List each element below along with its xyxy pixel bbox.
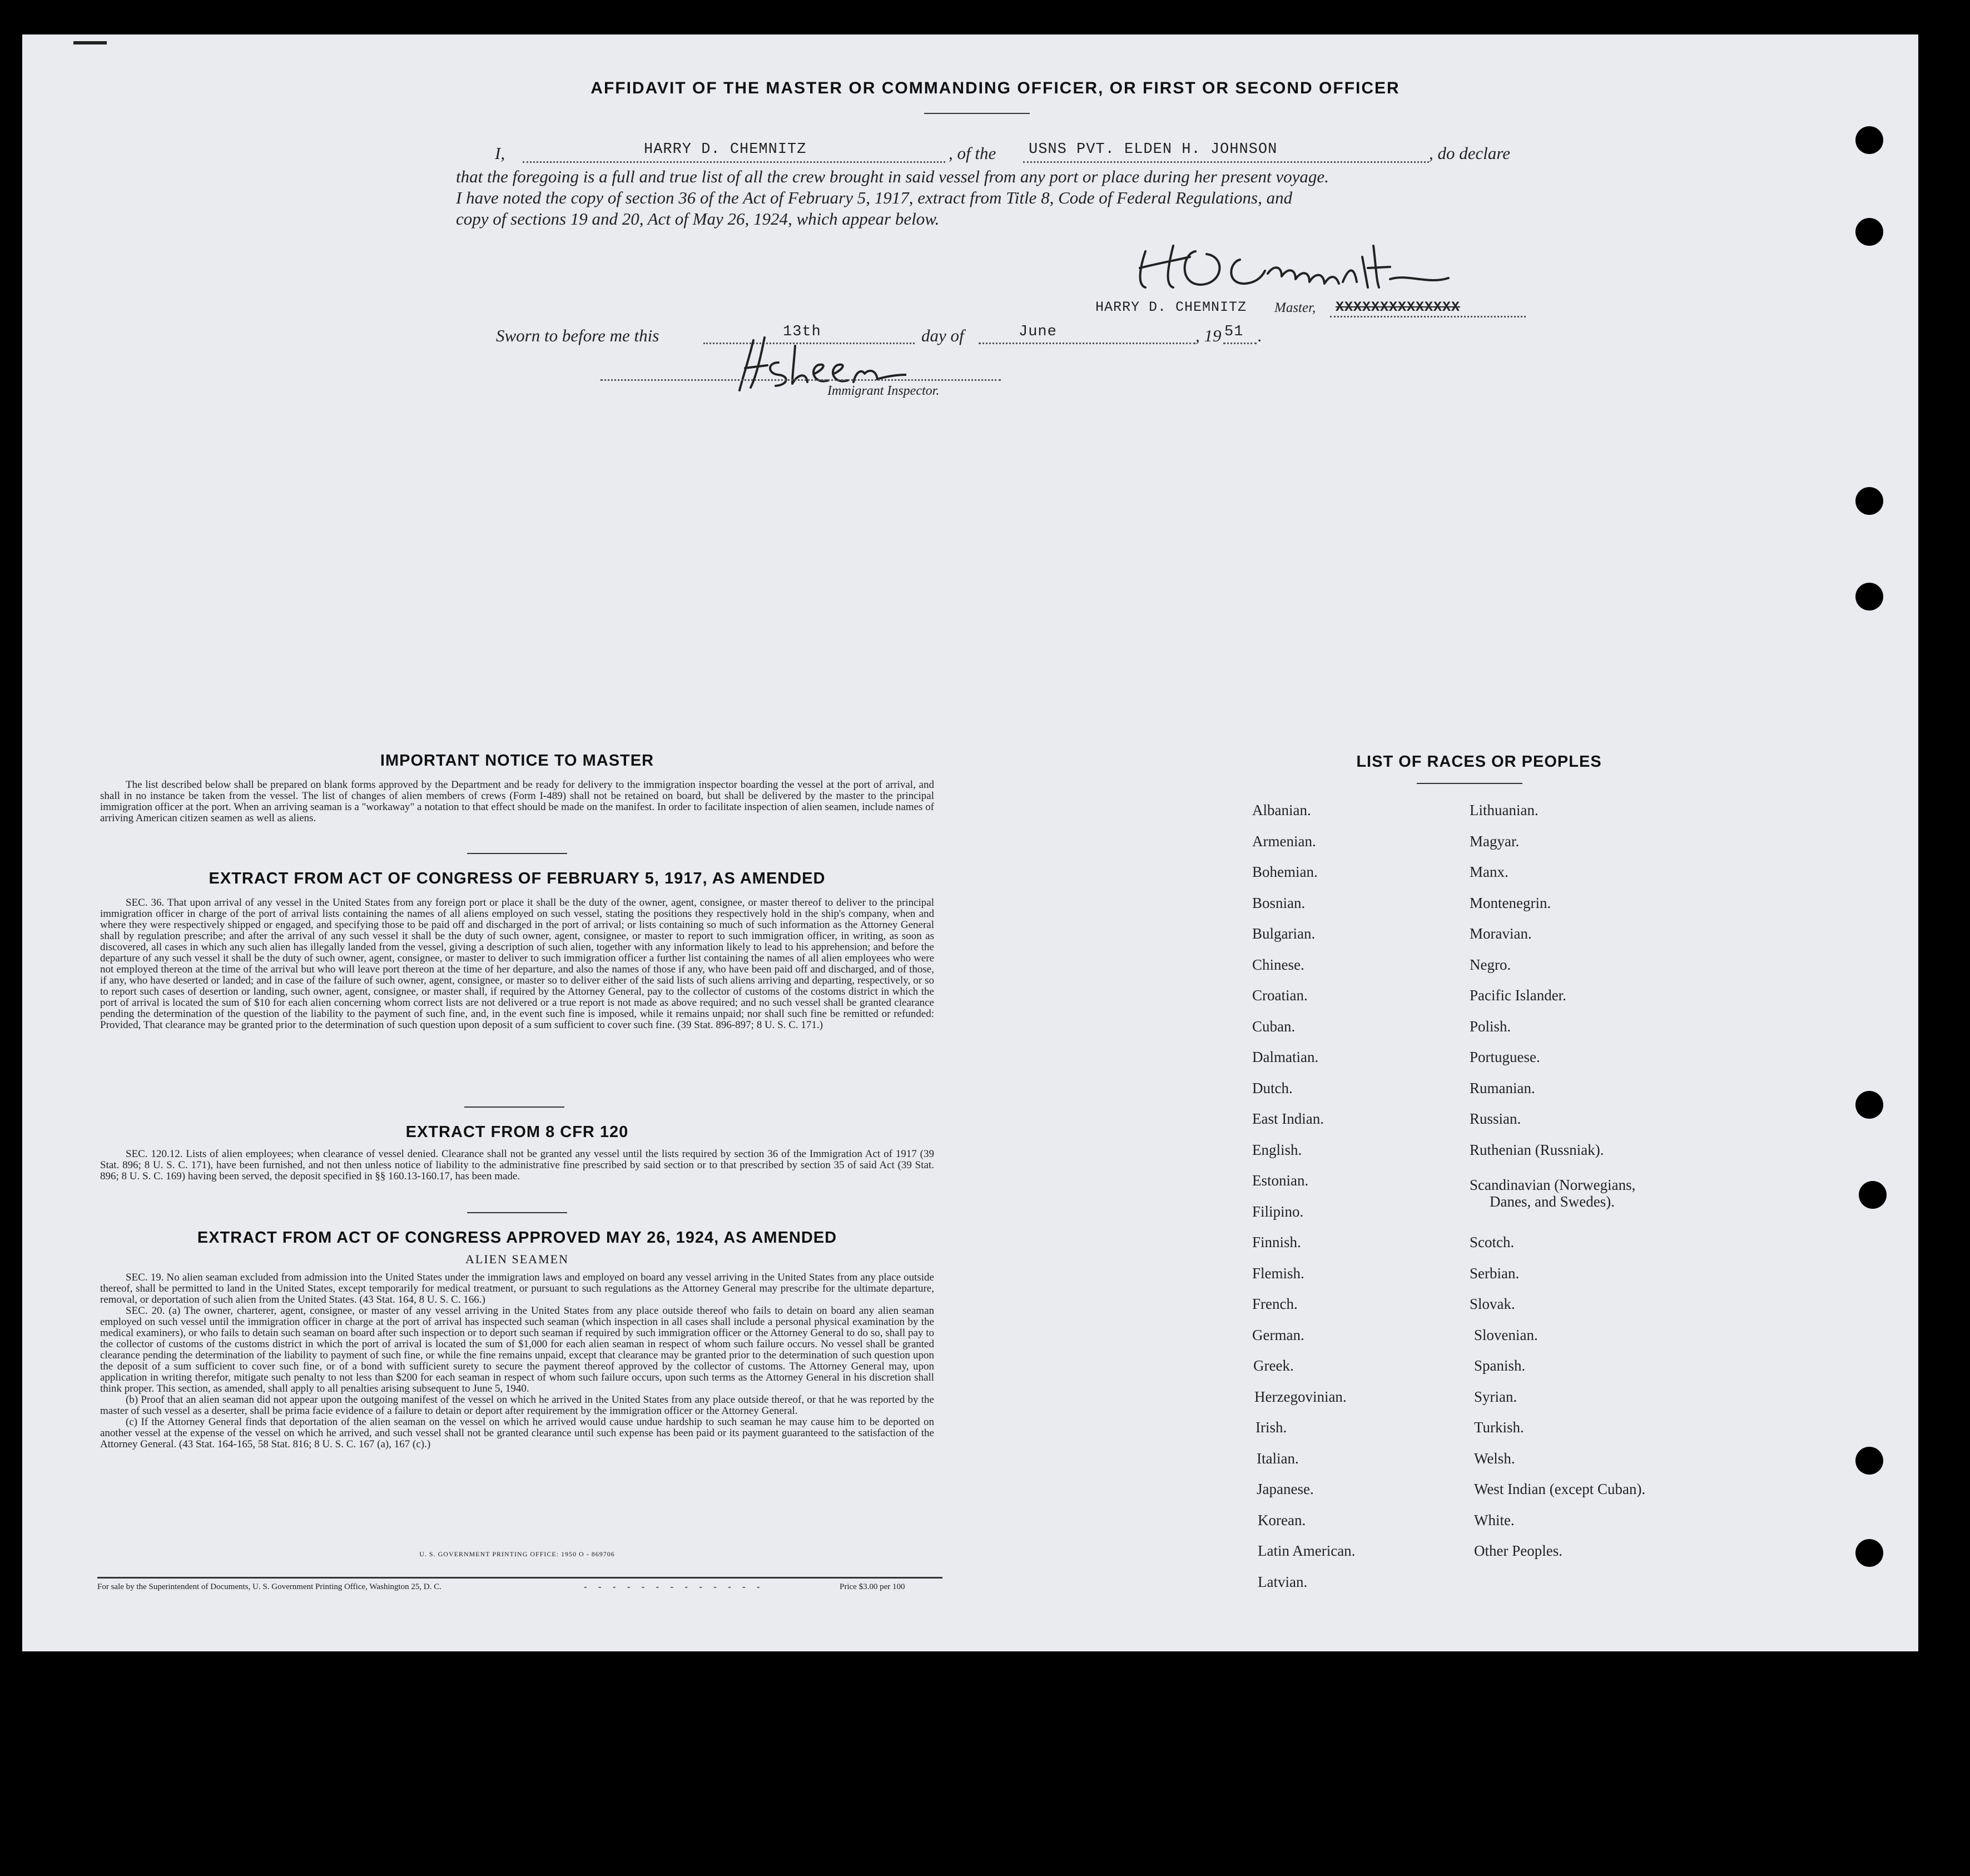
- race-item: Herzegovinian.: [1254, 1388, 1347, 1405]
- divider: [464, 1106, 564, 1108]
- inspector-line: [601, 363, 1001, 381]
- notice-body: [100, 780, 934, 824]
- extract-1924-paragraph: (b) Proof that an alien seaman did not appear upon the outgoing manifest of the vessel on which he arrived in the United States from any place outside thereof, or that he was reported by the master of such vessel as a deserter, shall be prima facie evidence of a failure to detain or deport after requirement by the immigration officer or the Attorney General.: [100, 1394, 934, 1417]
- declaration-line-3: I have noted the copy of section 36 of the Act of February 5, 1917, extract from Title 8, Code of Federal Regulations, and: [456, 188, 1293, 207]
- extract-1917-title: EXTRACT FROM ACT OF CONGRESS OF FEBRUARY 5, 1917, AS AMENDED: [209, 870, 826, 887]
- punch-hole: [1855, 583, 1883, 611]
- race-item: White.: [1474, 1512, 1515, 1528]
- year-suffix: .: [1258, 326, 1262, 345]
- vessel-name-field: USNS PVT. ELDEN H. JOHNSON: [1029, 141, 1278, 158]
- sworn-label: Sworn to before me this: [496, 326, 659, 345]
- race-item: Bohemian.: [1252, 863, 1318, 880]
- race-item: Latin American.: [1258, 1542, 1356, 1559]
- race-item: Japanese.: [1257, 1481, 1314, 1497]
- races-title: LIST OF RACES OR PEOPLES: [1356, 753, 1602, 771]
- punch-hole: [1855, 487, 1883, 515]
- extract-1924-title: EXTRACT FROM ACT OF CONGRESS APPROVED MAY 26, 1924, AS AMENDED: [197, 1229, 837, 1247]
- race-item: Scotch.: [1470, 1234, 1515, 1250]
- inspector-label: Immigrant Inspector.: [827, 384, 940, 398]
- punch-hole: [1855, 1447, 1883, 1475]
- race-item: Spanish.: [1474, 1357, 1526, 1374]
- extract-cfr-body: [100, 1149, 934, 1182]
- footer-leader: - - - - - - - - - - - - -: [584, 1581, 765, 1592]
- extract-cfr-paragraph: SEC. 120.12. Lists of alien employees; when clearance of vessel denied. Clearance shall not be granted any vessel until the lists required by section 36 of the Immigration Act of 1917 (39 Stat. 896; 8 U. S. C. 171), have been furnished, and not then unless notice of liability to the administrative fine prescribed by said section or to that prescribed by section 35 of said Act (39 Stat. 896; 8 U. S. C. 169) having been served, the deposit specified in §§ 160.13-160.17, has been made.: [100, 1148, 934, 1182]
- master-name-field: HARRY D. CHEMNITZ: [644, 141, 807, 158]
- race-item: German.: [1252, 1327, 1304, 1343]
- for-sale-note: For sale by the Superintendent of Documents, U. S. Government Printing Office, Washington 25, D. C.: [97, 1582, 441, 1591]
- race-item: Turkish.: [1474, 1419, 1524, 1436]
- sworn-day-field: 13th: [783, 324, 821, 340]
- document-sheet: [22, 34, 1918, 1651]
- declaration-line-2: that the foregoing is a full and true list of all the crew brought in said vessel from any port or place during her present voyage.: [456, 167, 1329, 186]
- sworn-month-field: June: [1019, 324, 1057, 340]
- race-item: Cuban.: [1252, 1018, 1296, 1035]
- race-item: Serbian.: [1470, 1265, 1520, 1282]
- printing-office-imprint: U. S. GOVERNMENT PRINTING OFFICE: 1950 O - 869706: [419, 1550, 615, 1558]
- notice-title: IMPORTANT NOTICE TO MASTER: [380, 752, 654, 770]
- extract-1917-paragraph: SEC. 36. That upon arrival of any vessel in the United States from any foreign port or place it shall be the duty of the owner, agent, consignee, or master thereof to deliver to the principal immigration officer in charge of the port of arrival lists containing the names of all aliens employed on such vessel, stating the positions they respectively hold in the ship's company, when and where they were respectively shipped or engaged, and specifying those to be paid off and discharged in the port of arrival; or lists containing so much of such information as the Attorney General shall by regulation prescribe; and after the arrival of any such vessel it shall be the duty of such owner, agent, consignee, or master to report to such immigration officer, in writing, as soon as discovered, all cases in which any such alien has illegally landed from the vessel, giving a description of such alien, together with any information likely to lead to his apprehension; and before the departure of any such vessel it shall be the duty of such owner, agent, consignee, or master to deliver to such immigration officer a further list containing the names of all alien employees who were not employed thereon at the time of the arrival but who will leave port thereon at the time of her departure, and also the names of those if any, who have been paid off and discharged, and of those, if any, who have deserted or landed; and in case of the failure of such owner, agent, consignee, or master so to deliver either of the said lists of such aliens arriving and departing, respectively, or so to report such cases of desertion or landing, such owner, agent, consignee, or master shall, if required by the Attorney General, pay to the collector of customs of the costoms district in which the port of arrival is located the sum of $10 for each alien concerning whom correct lists are not delivered or a true report is not made as above required; and no such vessel shall be granted clearance pending the determination of the question of the liability to the payment of such fine, and, in the event such fine is imposed, while it remains unpaid; nor shall such fine be remitted or refunded: Provided, That clearance may be granted prior to the determination of such question upon deposit of a sum sufficient to cover such fine. (39 Stat. 896-897; 8 U. S. C. 171.): [100, 897, 934, 1031]
- declaration-line-4: copy of sections 19 and 20, Act of May 26, 1924, which appear below.: [456, 209, 940, 229]
- sworn-month-line: [979, 324, 1195, 344]
- race-item: Dutch.: [1252, 1080, 1293, 1096]
- extract-1924-paragraph: SEC. 19. No alien seaman excluded from admission into the United States under the immigration laws and employed on board any vessel arriving in the United States from any place outside thereof, shall be permitted to land in the United States, except temporarily for medical treatment, or pursuant to such regulations as the Attorney General may prescribe for the ultimate departure, removal, or deportation of such alien from the United States. (43 Stat. 164, 8 U. S. C. 166.): [100, 1272, 934, 1306]
- race-item: Armenian.: [1252, 833, 1316, 850]
- race-item: Flemish.: [1252, 1265, 1304, 1282]
- day-of-label: day of: [921, 326, 964, 345]
- extract-1917-body: [100, 897, 934, 1031]
- race-item: Magyar.: [1470, 833, 1520, 850]
- race-item: Latvian.: [1258, 1574, 1308, 1590]
- race-item: Manx.: [1470, 863, 1508, 880]
- affidavit-title: AFFIDAVIT OF THE MASTER OR COMMANDING OFFICER, OR FIRST OR SECOND OFFICER: [590, 79, 1400, 97]
- struck-title: XXXXXXXXXXXXXX: [1336, 299, 1461, 315]
- extract-cfr-title: EXTRACT FROM 8 CFR 120: [405, 1123, 629, 1141]
- title-line: [1330, 300, 1526, 317]
- race-item: Albanian.: [1252, 802, 1311, 818]
- race-item: Other Peoples.: [1474, 1542, 1562, 1559]
- race-item: French.: [1252, 1296, 1298, 1312]
- race-item: Polish.: [1470, 1018, 1511, 1035]
- extract-1924-body: [100, 1272, 934, 1450]
- punch-hole: [1855, 1091, 1883, 1119]
- divider: [467, 1212, 567, 1213]
- divider: [467, 853, 567, 854]
- notice-paragraph: The list described below shall be prepared on blank forms approved by the Department and be ready for delivery to the immigration inspector boarding the vessel at the port of arrival, and shall in no instance be taken from the vessel. The list of changes of alien members of crews (Form I-489) shall not be retained on board, but shall be delivered by the master to the principal immigration officer at the port. When an arriving seaman is a "workaway" a notation to that effect should be made on the manifest. In order to facilitate inspection of alien seamen, include names of arriving American citizen seamen as well as aliens.: [100, 779, 934, 824]
- race-item: Rumanian.: [1470, 1080, 1535, 1096]
- punch-hole: [1859, 1181, 1887, 1209]
- race-item: Filipino.: [1252, 1203, 1304, 1220]
- race-item: Welsh.: [1474, 1450, 1515, 1467]
- race-item: Bosnian.: [1252, 895, 1306, 911]
- race-item: Slovak.: [1470, 1296, 1515, 1312]
- race-item: Russian.: [1470, 1110, 1521, 1127]
- race-item: English.: [1252, 1142, 1302, 1158]
- race-item: Croatian.: [1252, 987, 1308, 1004]
- punch-hole: [1855, 1539, 1883, 1567]
- divider: [924, 113, 1030, 114]
- race-item: Slovenian.: [1474, 1327, 1538, 1343]
- race-item: Korean.: [1258, 1512, 1306, 1528]
- signer-typed-name: HARRY D. CHEMNITZ: [1095, 299, 1247, 315]
- year-prefix: , 19: [1195, 326, 1222, 345]
- race-item: Finnish.: [1252, 1234, 1301, 1250]
- do-declare-label: , do declare: [1429, 143, 1511, 163]
- race-item: Estonian.: [1252, 1172, 1309, 1189]
- race-item: Portuguese.: [1470, 1049, 1540, 1065]
- of-the-label: , of the: [949, 143, 996, 163]
- declaration-i: I,: [495, 143, 505, 163]
- race-item: East Indian.: [1252, 1110, 1324, 1127]
- extract-1924-subtitle: ALIEN SEAMEN: [465, 1252, 569, 1266]
- race-item: West Indian (except Cuban).: [1474, 1481, 1646, 1497]
- race-item: Moravian.: [1470, 925, 1532, 942]
- race-item: Negro.: [1470, 956, 1511, 973]
- race-item: Ruthenian (Russniak).: [1470, 1142, 1604, 1158]
- race-item: Italian.: [1257, 1450, 1299, 1467]
- race-item: Scandinavian (Norwegians,: [1470, 1177, 1636, 1193]
- corner-mark: [73, 41, 107, 44]
- footer-rule: [97, 1577, 942, 1579]
- master-label: Master,: [1274, 300, 1316, 315]
- race-item: Lithuanian.: [1470, 802, 1539, 818]
- punch-hole: [1855, 218, 1883, 246]
- race-item: Greek.: [1253, 1357, 1294, 1374]
- price-note: Price $3.00 per 100: [840, 1582, 905, 1591]
- race-item: Bulgarian.: [1252, 925, 1316, 942]
- race-item: Pacific Islander.: [1470, 987, 1566, 1004]
- race-item: Syrian.: [1474, 1388, 1517, 1405]
- extract-1924-paragraph: SEC. 20. (a) The owner, charterer, agent, consignee, or master of any vessel arriving in the United States from any place outside thereof who fails to detain on board any alien seaman employed on such vessel until the immigration officer in charge at the port of arrival has inspected such seaman (which inspection in all cases shall include a personal physical examination by the medical examiners), or who fails to detain such seaman on board after such inspection or to deport such seaman if required by such immigration officer or the Attorney General to do so, shall pay to the collector of customs of the customs district in which the port of arrival is located the sum of $1,000 for each alien seaman in respect of whom such failure occurs. No vessel shall be granted clearance pending the determination of the liability to payment of such fine, or while the fine remains unpaid, except that clearance may be granted prior to the determination of such question upon the deposit of a sum sufficient to cover such fine, or of a bond with sufficient surety to secure the payment thereof approved by the collector of customs. The Attorney General may, upon application in writing therefor, mitigate such penalty to not less than $200 for each seaman in respect of whom such failure occurs, upon such terms as the Attorney General in his discretion shall think proper. This section, as amended, shall apply to all penalties arising subsequent to June 5, 1940.: [100, 1305, 934, 1394]
- race-item: Danes, and Swedes).: [1490, 1193, 1615, 1210]
- race-item: Montenegrin.: [1470, 895, 1551, 911]
- race-item: Chinese.: [1252, 956, 1304, 973]
- divider: [1417, 783, 1522, 784]
- race-item: Irish.: [1256, 1419, 1287, 1436]
- sworn-year-field: 51: [1224, 324, 1244, 340]
- race-item: Dalmatian.: [1252, 1049, 1319, 1065]
- extract-1924-paragraph: (c) If the Attorney General finds that deportation of the alien seaman on the vessel on which he arrived would cause undue hardship to such seaman he may cause him to be deported on another vessel at the expense of the vessel on which he arrived, and such vessel shall not be granted clearance until such expense has been paid or its payment guaranteed to the satisfaction of the Attorney General. (43 Stat. 164-165, 58 Stat. 816; 8 U. S. C. 167 (a), 167 (c).): [100, 1416, 934, 1450]
- punch-hole: [1855, 126, 1883, 154]
- master-signature: [1129, 235, 1457, 296]
